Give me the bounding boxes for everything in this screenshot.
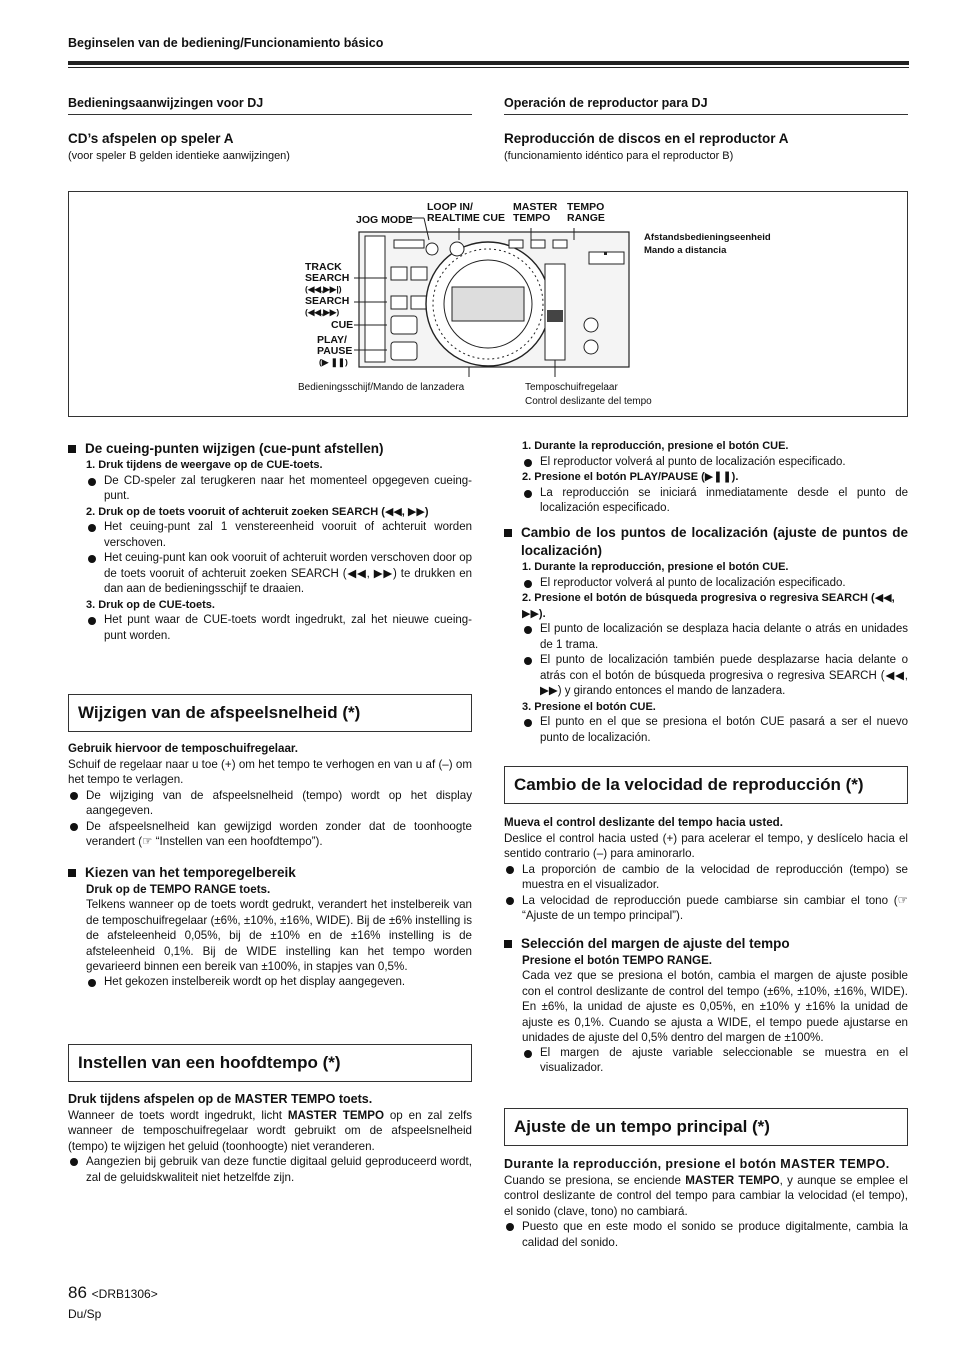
body-pre: Wanneer de toets wordt ingedrukt, licht xyxy=(68,1108,288,1122)
right-master-section xyxy=(504,1108,908,1250)
section-heading: De cueing-punten wijzigen (cue-punt afstellen) xyxy=(85,441,384,456)
device-figure xyxy=(68,191,908,417)
bullet-item: El punto de localización se desplaza hacia delante o atrás en unidades de 1 trama. xyxy=(504,622,908,653)
label-tempo-1: TEMPO xyxy=(513,212,551,224)
step: 1. Druk tijdens de weergave op de CUE-toets. xyxy=(86,459,323,471)
left-master-section xyxy=(68,1044,472,1185)
lead-text: Druk tijdens afspelen op de MASTER TEMPO toets. xyxy=(68,1092,373,1106)
step: 2. Presione el botón de búsqueda progresiva o regresiva SEARCH (◀◀, ▶▶). xyxy=(522,592,895,620)
lead-text: Durante la reproducción, presione el botón MASTER TEMPO. xyxy=(504,1157,890,1171)
section-title-box: Ajuste de un tempo principal (*) xyxy=(504,1108,908,1146)
right-note: (funcionamiento idéntico para el reproductor B) xyxy=(504,149,734,162)
label-pause: PAUSE xyxy=(317,345,353,357)
right-cue-change xyxy=(504,524,908,746)
label-master: MASTER xyxy=(513,201,558,213)
body-text xyxy=(68,1108,472,1155)
section-title-box: Cambio de la velocidad de reproducción (*) xyxy=(504,766,908,804)
step: 1. Durante la reproducción, presione el botón CUE. xyxy=(522,561,789,573)
label-play: PLAY/ xyxy=(317,334,347,346)
label-search: SEARCH xyxy=(305,295,350,307)
bullet-item: La proporción de cambio de la velocidad de reproducción (tempo) se muestra en el visualizador. xyxy=(504,862,908,893)
right-subsection-title: Operación de reproductor para DJ xyxy=(504,96,908,115)
language-code: Du/Sp xyxy=(68,1307,102,1321)
bullet-item: De CD-speler zal terugkeren naar het momenteel opgegeven cueing-punt. xyxy=(68,474,472,505)
section-title-box: Instellen van een hoofdtempo (*) xyxy=(68,1044,472,1082)
left-intro xyxy=(68,96,472,164)
body-text: Telkens wanneer op de toets wordt gedrukt, verandert het instelbereik van de temposchuifregelaar (±6%, ±10%, ±16%, WIDE). Bij de ±6% instelling is de afsteleenheid 0,05%, bij de ±10% en de ±16% instelling is de afsteleenheid 0,1%. Bij de WIDE instelling kan het tempo worden gevarieerd binnen een bereik van ±100%, in stapjes van 0,5%. xyxy=(86,898,472,973)
left-heading: CD’s afspelen op speler A xyxy=(68,131,234,147)
left-subsection-title: Bedieningsaanwijzingen voor DJ xyxy=(68,96,472,115)
bullet-item: De afspeelsnelheid kan gewijzigd worden zonder dat de toonhoogte verandert (☞ “Instellen van een hoofdtempo”). xyxy=(68,819,472,850)
label-search-keys: (◀◀,▶▶) xyxy=(305,307,340,317)
label-loop-in: LOOP IN/ xyxy=(427,201,473,213)
left-cue-change xyxy=(68,440,472,644)
lead-text: Druk op de TEMPO RANGE toets. xyxy=(86,882,271,896)
square-bullet-icon xyxy=(68,445,76,453)
bullet-item: El margen de ajuste variable seleccionable se muestra en el visualizador. xyxy=(504,1046,908,1077)
label-track-search: SEARCH xyxy=(305,272,350,284)
caption-slider-nl: Temposchuifregelaar xyxy=(525,382,618,393)
label-track-keys: (◀◀,▶▶|) xyxy=(305,284,342,294)
body-bold: MASTER TEMPO xyxy=(287,1108,384,1122)
header-rule-thin xyxy=(68,67,909,68)
label-range: RANGE xyxy=(567,212,605,224)
step: 2. Presione el botón PLAY/PAUSE (▶❚❚). xyxy=(522,471,739,483)
left-note: (voor speler B gelden identieke aanwijzingen) xyxy=(68,149,290,162)
bullet-item: Puesto que en este modo el sonido se produce digitalmente, cambia la calidad del sonido. xyxy=(504,1219,908,1250)
right-cue-top xyxy=(504,439,908,517)
lead-text: Presione el botón TEMPO RANGE. xyxy=(522,953,713,967)
bullet-item: De wijziging van de afspeelsnelheid (tempo) wordt op het display aangegeven. xyxy=(68,788,472,819)
right-speed-section xyxy=(504,766,908,1077)
step: 1. Durante la reproducción, presione el botón CUE. xyxy=(522,440,789,452)
section-heading: Selección del margen de ajuste del tempo xyxy=(521,935,790,951)
cdj-device-illustration xyxy=(69,192,909,418)
left-speed-section xyxy=(68,694,472,990)
square-bullet-icon xyxy=(504,940,512,948)
step: 3. Presione el botón CUE. xyxy=(522,700,656,713)
doc-code: <DRB1306> xyxy=(91,1287,158,1301)
section-title-box: Wijzigen van de afspeelsnelheid (*) xyxy=(68,694,472,732)
page-header: Beginselen van de bediening/Funcionamiento básico xyxy=(68,36,384,50)
body-text xyxy=(504,1173,908,1220)
bullet-item: Het ceuing-punt zal 1 venstereenheid vooruit of achteruit worden verschoven. xyxy=(68,520,472,551)
label-jog-mode: JOG MODE xyxy=(356,214,413,226)
bullet-item: El punto de localización también puede desplazarse hacia delante o atrás con el botón de búsqueda progresiva o regresiva SEARCH (◀◀, ▶▶) y girando entonces el mando de lanzadera. xyxy=(504,653,908,700)
bullet-item: Het gekozen instelbereik wordt op het display aangegeven. xyxy=(68,975,472,991)
lead-text: Gebruik hiervoor de temposchuifregelaar. xyxy=(68,742,299,755)
label-realtime-cue: REALTIME CUE xyxy=(427,212,505,224)
step: 2. Druk op de toets vooruit of achteruit zoeken SEARCH (◀◀, ▶▶) xyxy=(86,505,429,518)
body-text: Schuif de regelaar naar u toe (+) om het tempo te verhogen en van u af (–) om het tempo te verlagen. xyxy=(68,757,472,786)
page-number: 86 xyxy=(68,1283,87,1302)
body-text: Cada vez que se presiona el botón, cambia el margen de ajuste posible con el control deslizante de control del tempo (±6%, ±10%, ±16%, WIDE). En ±6%, la unidad de ajuste es 0,05%, en ±10% y ±16% la unidad de ajuste es 0,1%. Cuando se ajusta a WIDE, el tempo puede ajustarse en unidades de ajuste del 0,5% dentro del margen de ±100%. xyxy=(522,969,908,1044)
bullet-item: Het punt waar de CUE-toets wordt ingedrukt, zal het nieuwe cueing-punt worden. xyxy=(68,613,472,644)
right-intro xyxy=(504,96,908,164)
body-text: Deslice el control hacia usted (+) para acelerar el tempo, y deslícelo hacia el sentido contrario (–) para aminorarlo. xyxy=(504,831,908,860)
caption-slider-es: Control deslizante del tempo xyxy=(525,396,652,407)
square-bullet-icon xyxy=(504,529,512,537)
label-cue: CUE xyxy=(331,319,354,331)
bullet-item: El punto en el que se presiona el botón CUE pasará a ser el nuevo punto de localización. xyxy=(504,715,908,746)
right-heading: Reproducción de discos en el reproductor A xyxy=(504,131,789,147)
caption-jog: Bedieningsschijf/Mando de lanzadera xyxy=(298,382,465,393)
body-post: op en zal zelfs wanneer de temposchuifregelaar wordt gebruikt om de afspeelsnelheid (tempo) te wijzigen het geluid (toonhoogte) niet veranderen. xyxy=(68,1108,472,1153)
step: 3. Druk op de CUE-toets. xyxy=(86,598,215,611)
bullet-item: Het ceuing-punt kan ook vooruit of achteruit worden verschoven door op de toets vooruit of achteruit zoeken SEARCH (◀◀, ▶▶) te drukken en dan aan de bedieningsschijf te draaien. xyxy=(68,551,472,598)
body-post: , y aunque se emplee el control deslizante de control del tempo para cambiar la velocidad (el tempo), el sonido (clave, tono) no cambiará. xyxy=(504,1173,908,1218)
bullet-item: El reproductor volverá al punto de localización especificado. xyxy=(504,455,908,471)
square-bullet-icon xyxy=(68,869,76,877)
label-play-keys: (▶ ❚❚) xyxy=(319,357,348,367)
label-tempo-2: TEMPO xyxy=(567,201,605,213)
bullet-item: La reproducción se iniciará inmediatamente desde el punto de localización especificado. xyxy=(504,486,908,517)
page-footer xyxy=(68,1283,158,1303)
body-pre: Cuando se presiona, se enciende xyxy=(504,1173,686,1187)
section-heading: Kiezen van het temporegelbereik xyxy=(85,864,296,880)
body-bold: MASTER TEMPO xyxy=(685,1173,780,1187)
lead-text: Mueva el control deslizante del tempo hacia usted. xyxy=(504,816,783,829)
bullet-item: La velocidad de reproducción puede cambiarse sin cambiar el tono (☞ “Ajuste de un tempo principal”). xyxy=(504,893,908,924)
bullet-item: Aangezien bij gebruik van deze functie digitaal geluid geproduceerd wordt, zal de geluidskwaliteit niet hetzelfde zijn. xyxy=(68,1154,472,1185)
label-remote-es: Mando a distancia xyxy=(644,245,727,256)
header-rule xyxy=(68,61,909,65)
label-track: TRACK xyxy=(305,261,342,273)
bullet-item: El reproductor volverá al punto de localización especificado. xyxy=(504,576,908,592)
section-heading: Cambio de los puntos de localización (ajuste de puntos de localización) xyxy=(521,525,908,558)
label-remote-nl: Afstandsbedieningseenheid xyxy=(644,232,771,243)
